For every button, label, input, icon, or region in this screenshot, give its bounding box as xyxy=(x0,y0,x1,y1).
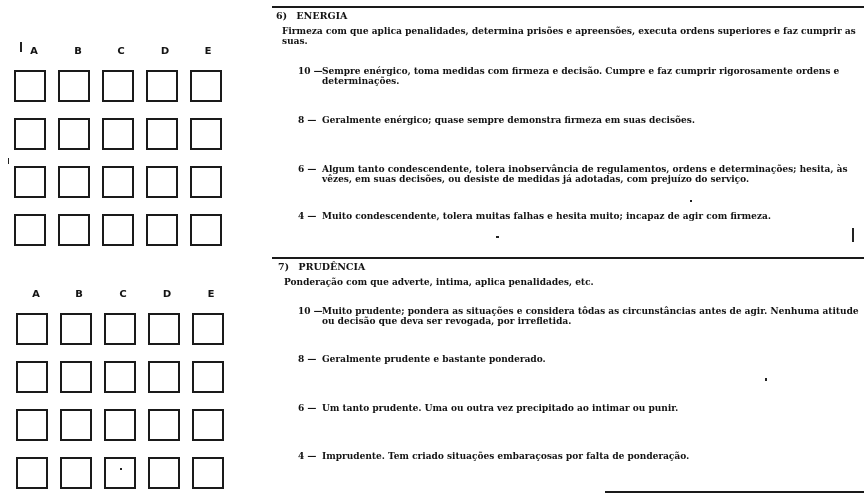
rating-checkbox-e[interactable] xyxy=(190,166,222,198)
rating-checkbox-e[interactable] xyxy=(192,361,224,393)
score-grid-prudencia xyxy=(0,285,245,494)
option-text: Muito prudente; pondera as situações e considera tôdas as circunstâncias antes de agir. Nenhuma atitude ou decisão que deva ser revogada, por irrefletida. xyxy=(322,307,859,327)
column-letter-a: A xyxy=(32,289,40,300)
column-letter-c: C xyxy=(119,289,127,300)
score-grid-energia xyxy=(0,40,245,255)
rating-checkbox-b[interactable] xyxy=(60,313,92,345)
section-title: PRUDÊNCIA xyxy=(298,262,366,273)
option-text: Um tanto prudente. Uma ou outra vez precipitado ao intimar ou punir. xyxy=(322,404,679,414)
rating-checkbox-b[interactable] xyxy=(58,70,90,102)
scan-speck xyxy=(496,236,499,238)
rating-checkbox-a[interactable] xyxy=(16,457,48,489)
section-top-rule xyxy=(272,6,864,8)
rating-checkbox-b[interactable] xyxy=(58,166,90,198)
section-description: Firmeza com que aplica penalidades, determina prisões e apreensões, executa ordens superiores e faz cumprir as suas. xyxy=(282,27,856,47)
rating-checkbox-d[interactable] xyxy=(146,214,178,246)
section-number: 7) xyxy=(278,262,290,273)
section-description: Ponderação com que adverte, intima, aplica penalidades, etc. xyxy=(284,278,594,288)
column-letter-d: D xyxy=(162,289,172,300)
scan-speck xyxy=(765,378,767,381)
option-text: Imprudente. Tem criado situações embaraçosas por falta de ponderação. xyxy=(322,452,690,462)
column-letter-e: E xyxy=(204,46,212,57)
rating-checkbox-e[interactable] xyxy=(192,409,224,441)
rating-checkbox-e[interactable] xyxy=(190,214,222,246)
grid-column-headers xyxy=(0,46,245,60)
option-text: Muito condescendente, tolera muitas falhas e hesita muito; incapaz de agir com firmeza. xyxy=(322,212,771,222)
rating-checkbox-e[interactable] xyxy=(190,70,222,102)
scan-speck xyxy=(120,468,122,470)
column-letter-b: B xyxy=(74,46,82,57)
rating-checkbox-b[interactable] xyxy=(60,361,92,393)
scan-speck xyxy=(20,42,22,52)
rating-checkbox-e[interactable] xyxy=(192,457,224,489)
option-score: 10 — xyxy=(298,307,323,317)
rating-checkbox-a[interactable] xyxy=(16,313,48,345)
section-title: ENERGIA xyxy=(296,11,348,22)
column-letter-d: D xyxy=(160,46,170,57)
option-score: 4 — xyxy=(298,452,317,462)
option-text: Sempre enérgico, toma medidas com firmeza e decisão. Cumpre e faz cumprir rigorosamente ordens e determinações. xyxy=(322,67,840,87)
rating-checkbox-c[interactable] xyxy=(104,313,136,345)
rating-checkbox-c[interactable] xyxy=(102,70,134,102)
grid-column-headers xyxy=(0,289,245,303)
rating-checkbox-b[interactable] xyxy=(58,118,90,150)
rating-checkbox-d[interactable] xyxy=(146,118,178,150)
scan-speck xyxy=(690,200,692,202)
column-letter-b: B xyxy=(75,289,83,300)
option-score: 4 — xyxy=(298,212,317,222)
bottom-rule xyxy=(605,491,864,493)
rating-checkbox-c[interactable] xyxy=(102,166,134,198)
rating-checkbox-b[interactable] xyxy=(60,457,92,489)
column-letter-e: E xyxy=(207,289,215,300)
rating-checkbox-e[interactable] xyxy=(192,313,224,345)
rating-checkbox-c[interactable] xyxy=(104,361,136,393)
scan-speck xyxy=(852,228,854,242)
rating-checkbox-e[interactable] xyxy=(190,118,222,150)
rating-checkbox-a[interactable] xyxy=(14,214,46,246)
rating-checkbox-d[interactable] xyxy=(146,70,178,102)
rating-checkbox-a[interactable] xyxy=(14,166,46,198)
section-number: 6) xyxy=(276,11,288,22)
option-score: 6 — xyxy=(298,165,317,175)
option-text: Geralmente enérgico; quase sempre demonstra firmeza em suas decisões. xyxy=(322,116,695,126)
section-heading xyxy=(276,11,347,22)
rating-checkbox-d[interactable] xyxy=(148,409,180,441)
section-divider-rule xyxy=(272,257,864,259)
option-text: Algum tanto condescendente, tolera inobservância de regulamentos, ordens e determinações; hesita, às vêzes, em suas decisões, ou desiste de medidas já adotadas, com prejuízo do serviço. xyxy=(322,165,848,185)
column-letter-c: C xyxy=(117,46,125,57)
rating-checkbox-b[interactable] xyxy=(58,214,90,246)
rating-checkbox-d[interactable] xyxy=(148,457,180,489)
rating-checkbox-a[interactable] xyxy=(16,409,48,441)
rating-checkbox-d[interactable] xyxy=(148,313,180,345)
rating-checkbox-c[interactable] xyxy=(104,409,136,441)
column-letter-a: A xyxy=(30,46,38,57)
rating-checkbox-a[interactable] xyxy=(16,361,48,393)
option-score: 8 — xyxy=(298,355,317,365)
rating-checkbox-c[interactable] xyxy=(102,118,134,150)
option-score: 8 — xyxy=(298,116,317,126)
rating-checkbox-d[interactable] xyxy=(148,361,180,393)
option-score: 6 — xyxy=(298,404,317,414)
rating-checkbox-d[interactable] xyxy=(146,166,178,198)
option-text: Geralmente prudente e bastante ponderado. xyxy=(322,355,546,365)
rating-checkbox-a[interactable] xyxy=(14,118,46,150)
option-score: 10 — xyxy=(298,67,323,77)
rating-checkbox-c[interactable] xyxy=(102,214,134,246)
scan-speck xyxy=(8,158,9,164)
section-heading xyxy=(278,262,365,273)
rating-checkbox-b[interactable] xyxy=(60,409,92,441)
rating-checkbox-a[interactable] xyxy=(14,70,46,102)
rating-checkbox-c[interactable] xyxy=(104,457,136,489)
